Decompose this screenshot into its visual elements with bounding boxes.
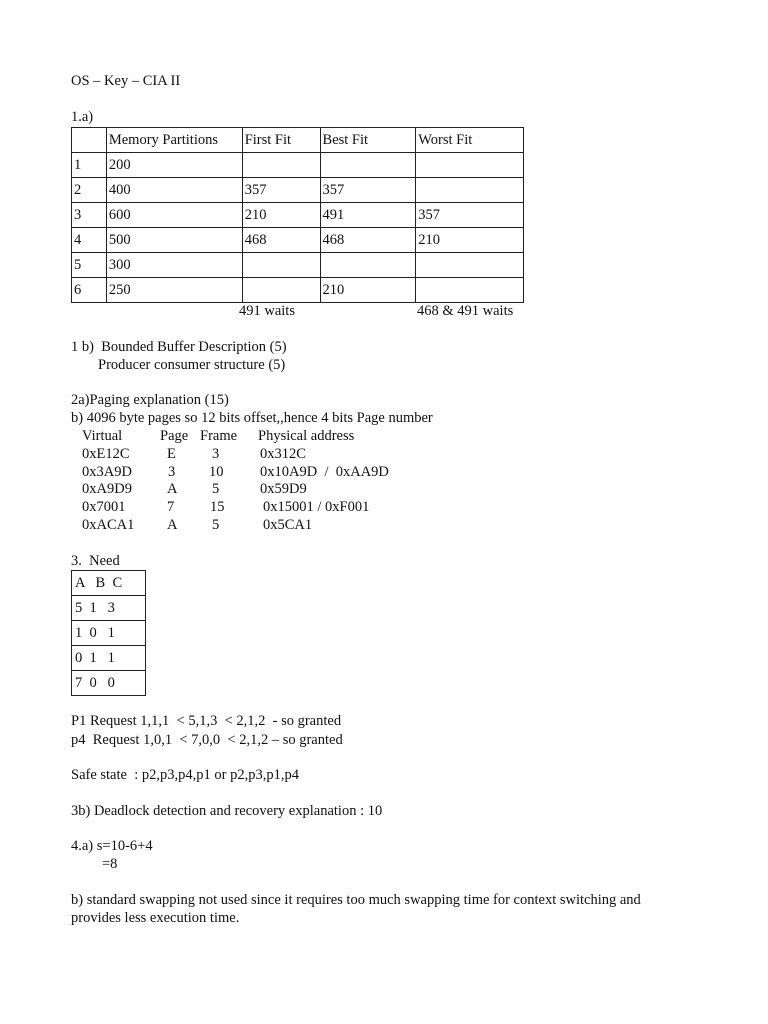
- table-cell: [416, 178, 524, 203]
- table-cell: 2: [72, 178, 107, 203]
- request-p4: p4 Request 1,0,1 < 7,0,0 < 2,1,2 – so granted: [71, 732, 343, 748]
- table-header-cell: Worst Fit: [416, 128, 524, 153]
- table-cell: 357: [320, 178, 416, 203]
- q3b-text: 3b) Deadlock detection and recovery explanation : 10: [71, 803, 383, 819]
- memory-partitions-table: [71, 127, 524, 303]
- q2b-text: b) 4096 byte pages so 12 bits offset,,hence 4 bits Page number: [71, 410, 433, 426]
- paging-page-value: A: [167, 516, 178, 533]
- paging-physical-value: 0x15001 / 0xF001: [263, 499, 370, 516]
- table-cell: 210: [416, 228, 524, 253]
- page-title: OS – Key – CIA II: [71, 73, 181, 89]
- worst-fit-note: 468 & 491 waits: [417, 303, 514, 319]
- table-header-row: [72, 571, 146, 596]
- table-cell: [416, 253, 524, 278]
- table-cell: 210: [320, 278, 416, 303]
- table-row: [72, 671, 146, 696]
- table-cell: 300: [106, 253, 242, 278]
- table-cell: 357: [242, 178, 320, 203]
- need-matrix-table: [71, 570, 146, 696]
- paging-virtual-value: 0x3A9D: [82, 463, 132, 480]
- paging-header-physical: Physical address: [258, 428, 355, 444]
- table-cell: 4: [72, 228, 107, 253]
- table-header-cell: [72, 128, 107, 153]
- paging-virtual-value: 0xA9D9: [82, 481, 132, 498]
- paging-page-value: 7: [167, 499, 175, 516]
- table-cell: 1 0 1: [72, 621, 146, 646]
- table-cell: 250: [106, 278, 242, 303]
- table-cell: 200: [106, 153, 242, 178]
- table-cell: [416, 278, 524, 303]
- paging-virtual-value: 0xE12C: [82, 446, 130, 462]
- table-cell: 500: [106, 228, 242, 253]
- paging-page-value: A: [167, 481, 178, 498]
- paging-frame-value: 3: [212, 446, 220, 462]
- q3-label: 3. Need: [71, 553, 120, 569]
- q4a-line2: =8: [102, 856, 118, 872]
- q4a-line1: 4.a) s=10-6+4: [71, 838, 153, 854]
- table-cell: 468: [320, 228, 416, 253]
- table-cell: [320, 253, 416, 278]
- q1a-label: 1.a): [71, 109, 94, 125]
- table-cell: [416, 153, 524, 178]
- q4b-line1: b) standard swapping not used since it requires too much swapping time for context switching and: [71, 892, 641, 908]
- table-header-cell: First Fit: [242, 128, 320, 153]
- table-row: [72, 253, 524, 278]
- q2a-text: 2a)Paging explanation (15): [71, 392, 229, 408]
- request-p1: P1 Request 1,1,1 < 5,1,3 < 2,1,2 - so granted: [71, 713, 342, 729]
- paging-header-page: Page: [160, 428, 189, 444]
- paging-virtual-value: 0xACA1: [82, 516, 135, 533]
- paging-physical-value: 0x312C: [260, 446, 306, 462]
- table-cell: 357: [416, 203, 524, 228]
- table-row: [72, 646, 146, 671]
- table-cell: A B C: [72, 571, 146, 596]
- paging-frame-value: 10: [209, 463, 224, 480]
- table-cell: 210: [242, 203, 320, 228]
- paging-page-value: 3: [168, 463, 176, 480]
- table-cell: [242, 153, 320, 178]
- paging-frame-value: 5: [212, 516, 220, 533]
- table-cell: 400: [106, 178, 242, 203]
- table-header-row: [72, 128, 524, 153]
- table-cell: [320, 153, 416, 178]
- table-row: [72, 178, 524, 203]
- q1b-line1: 1 b) Bounded Buffer Description (5): [71, 339, 287, 355]
- table-cell: 5 1 3: [72, 596, 146, 621]
- paging-header-frame: Frame: [200, 428, 238, 444]
- safe-state: Safe state : p2,p3,p4,p1 or p2,p3,p1,p4: [71, 767, 299, 783]
- table-row: [72, 153, 524, 178]
- first-fit-note: 491 waits: [239, 303, 295, 319]
- table-cell: 7 0 0: [72, 671, 146, 696]
- table-cell: 1: [72, 153, 107, 178]
- table-row: [72, 228, 524, 253]
- paging-frame-value: 5: [212, 481, 220, 498]
- q1b-line2: Producer consumer structure (5): [98, 357, 286, 373]
- paging-virtual-value: 0x7001: [82, 499, 126, 516]
- table-cell: 5: [72, 253, 107, 278]
- paging-frame-value: 15: [210, 499, 225, 516]
- table-cell: [242, 278, 320, 303]
- paging-page-value: E: [167, 446, 176, 462]
- table-cell: 491: [320, 203, 416, 228]
- table-cell: 6: [72, 278, 107, 303]
- table-row: [72, 278, 524, 303]
- table-cell: 0 1 1: [72, 646, 146, 671]
- table-cell: 3: [72, 203, 107, 228]
- paging-physical-value: 0x10A9D / 0xAA9D: [260, 463, 389, 480]
- table-cell: 468: [242, 228, 320, 253]
- table-header-cell: Memory Partitions: [106, 128, 242, 153]
- table-row: [72, 203, 524, 228]
- paging-physical-value: 0x59D9: [260, 481, 307, 498]
- q4b-line2: provides less execution time.: [71, 910, 240, 926]
- table-cell: 600: [106, 203, 242, 228]
- paging-physical-value: 0x5CA1: [263, 516, 313, 533]
- table-header-cell: Best Fit: [320, 128, 416, 153]
- paging-header-virtual: Virtual: [82, 428, 123, 444]
- table-cell: [242, 253, 320, 278]
- table-row: [72, 596, 146, 621]
- table-row: [72, 621, 146, 646]
